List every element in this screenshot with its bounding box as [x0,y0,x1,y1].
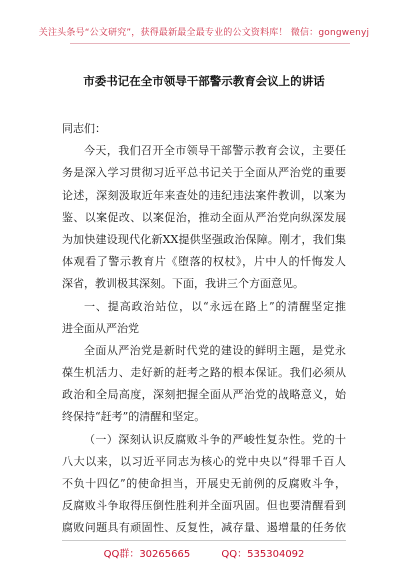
footer-qq-group: QQ群：30265665 [103,549,191,560]
body-line: 腐败问题具有顽固性、反复性，减存量、遏增量的任务依 [62,521,346,535]
body-line: 八大以来，以习近平同志为核心的党中央以“得罪千百人 [62,454,346,468]
body-line: 终保持“赶考”的清醒和坚定。 [62,410,206,424]
body-line: 务是深入学习贯彻习近平总书记关于全面从严治党的重要 [62,166,346,180]
body-line: 葆生机活力、走好新的赶考之路的根本保证。我们必须从 [62,366,346,380]
body-line: 深省，教训极其深刻。下面，我讲三个方面意见。 [62,277,304,291]
section-heading: 进全面从严治党 [62,321,139,335]
document-title: 市委书记在全市领导干部警示教育会议上的讲话 [83,74,325,88]
body-line: 为加快建设现代化新XX提供坚强政治保障。刚才，我们集 [62,232,346,246]
body-line: 今天，我们召开全市领导干部警示教育会议，主要任 [84,144,346,158]
footer [0,545,408,560]
body-line: 鉴、以案促改、以案促治，推动全面从严治党向纵深发展 [62,210,346,224]
body-line: 全面从严治党是新时代党的建设的鲜明主题，是党永 [84,343,346,357]
header-divider [70,43,350,44]
subsection-line: （一）深刻认识反腐败斗争的严峻性复杂性。党的十 [84,432,346,446]
header-banner: 关注头条号“公文研究”，获得最新最全最专业的公文资料库！ 微信：gongwenyj [38,28,370,38]
body-line: 体观看了警示教育片《堕落的权杖》，片中人的忏悔发人 [62,255,346,269]
body-line: 政治和全局高度，深刻把握全面从严治党的战略意义，始 [62,388,346,402]
body-line: 反腐败斗争取得压倒性胜利并全面巩固。但也要清醒看到 [62,499,346,513]
section-heading: 一、提高政治站位，以“永远在路上”的清醒坚定推 [84,299,346,313]
body-line: 不负十四亿”的使命担当，开展史无前例的反腐败斗争， [62,477,346,490]
footer-qq: QQ：535304092 [221,549,305,560]
salutation: 同志们： [62,122,106,135]
footer-divider [62,540,346,541]
body-line: 论述，深刻汲取近年来查处的违纪违法案件教训，以案为 [62,188,346,202]
document-body [62,118,346,540]
